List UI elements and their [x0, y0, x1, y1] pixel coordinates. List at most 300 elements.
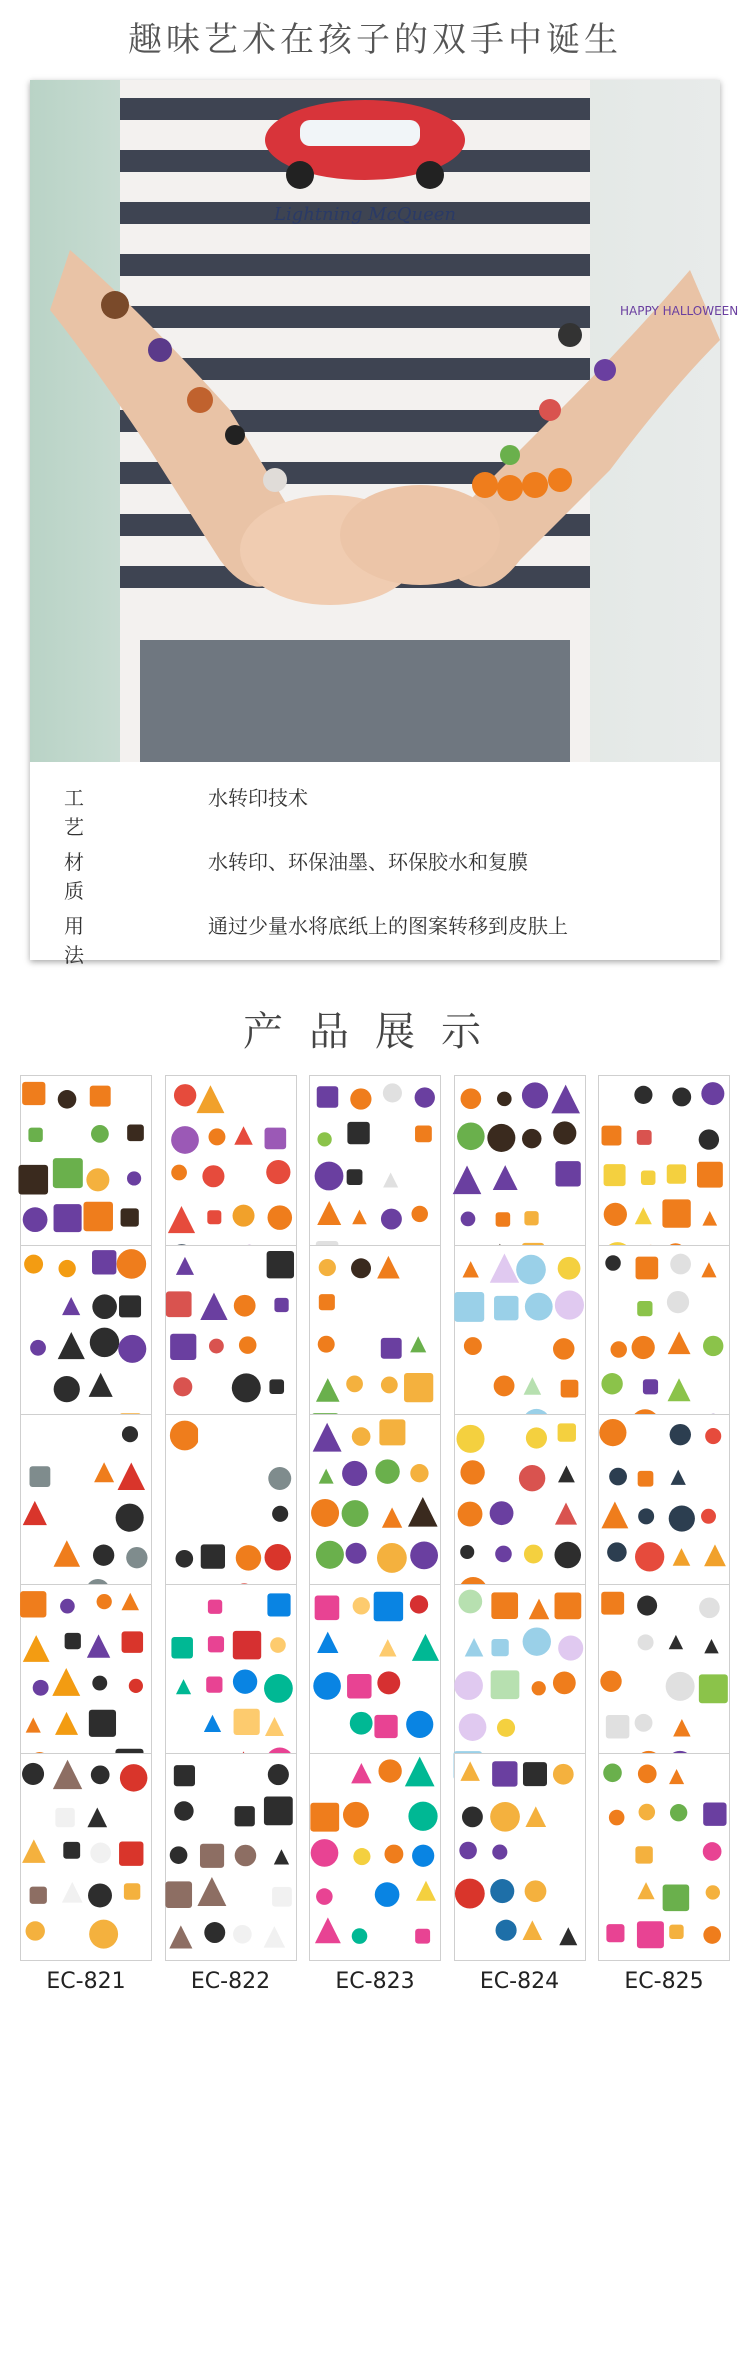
sticker-shape [353, 1848, 370, 1865]
sticker-shape [313, 1672, 341, 1700]
sticker-shape [264, 1544, 291, 1571]
sticker-shape [202, 1165, 224, 1187]
sticker-shape [343, 1802, 369, 1828]
sticker-shape [60, 1598, 75, 1613]
sticker-shape [666, 1671, 695, 1700]
sticker-shape [315, 1595, 340, 1620]
sticker-shape [528, 1598, 549, 1619]
sticker-shape [374, 1714, 397, 1737]
sticker-shape [233, 1925, 252, 1944]
sticker-shape [490, 1802, 520, 1832]
sticker-shape [457, 1502, 482, 1527]
sticker-shape [23, 1501, 47, 1525]
sticker-shape [410, 1336, 426, 1352]
sticker-shape [97, 1594, 112, 1609]
sticker-shape [415, 1929, 430, 1944]
sticker-shape [346, 1375, 363, 1392]
sticker-shape [53, 1760, 82, 1789]
sticker-shape [456, 1425, 484, 1453]
sticker-shape [384, 1845, 403, 1864]
sticker-shape [605, 1255, 621, 1271]
sticker-shape [268, 1467, 291, 1490]
sticker-shape [87, 1807, 107, 1827]
sticker-shape [637, 1921, 664, 1948]
sticker-shape [199, 1844, 223, 1868]
sticker-shape [489, 1501, 513, 1525]
sticker-shape [635, 1713, 653, 1731]
sticker-shape [522, 1920, 542, 1940]
sticker-shape [673, 1719, 690, 1736]
sticker-shape [26, 1921, 45, 1940]
sticker-shape [599, 1419, 626, 1446]
sticker-shape [267, 1593, 290, 1616]
sticker-shape [92, 1250, 116, 1274]
sticker-shape [311, 1499, 339, 1527]
sticker-shape [495, 1920, 516, 1941]
sticker-shape [525, 1427, 546, 1448]
sticker-shape [668, 1378, 691, 1401]
sticker-shape [454, 1671, 483, 1700]
sticker-shape [454, 1291, 484, 1321]
sticker-shape [672, 1088, 691, 1107]
sticker-shape [554, 1503, 576, 1525]
sticker-shape [524, 1292, 552, 1320]
sticker-shape [705, 1428, 721, 1444]
sticker-shape [637, 1130, 652, 1145]
sticker-shape [375, 1882, 400, 1907]
sticker-shape [63, 1842, 80, 1859]
sticker-shape [30, 1887, 47, 1904]
sticker-shape [200, 1544, 224, 1568]
sticker-shape [697, 1162, 723, 1188]
spec-value: 水转印技术 [208, 786, 308, 810]
sticker-shape [457, 1122, 485, 1150]
spec-value: 水转印、环保油墨、环保胶水和复膜 [208, 850, 528, 874]
sticker-shape [381, 1209, 402, 1230]
sticker-shape [643, 1379, 658, 1394]
sticker-shape [516, 1254, 546, 1284]
sticker-shape [406, 1710, 433, 1737]
sticker-shape [173, 1765, 194, 1786]
sticker-shape [171, 1636, 193, 1658]
sticker-shape [352, 1210, 367, 1225]
sticker-shape [90, 1327, 119, 1356]
sticker-shape [316, 1888, 333, 1905]
sticker-shape [351, 1258, 371, 1278]
sticker-shape [317, 1086, 339, 1108]
sticker-shape [554, 1592, 581, 1619]
sticker-shape [492, 1844, 507, 1859]
sticker-shape [119, 1841, 143, 1865]
sticker-shape [635, 1207, 652, 1224]
sticker-shape [118, 1462, 145, 1489]
product-item[interactable] [309, 1753, 441, 2003]
sticker-shape [609, 1468, 627, 1486]
sticker-shape [383, 1083, 402, 1102]
sticker-shape [52, 1667, 80, 1695]
sticker-shape [610, 1341, 626, 1357]
sticker-shape [636, 1256, 659, 1279]
sticker-shape [518, 1465, 544, 1491]
sticker-shape [464, 1637, 483, 1656]
product-item[interactable] [165, 1753, 297, 2003]
sticker-shape [410, 1541, 438, 1569]
sticker-shape [33, 1679, 49, 1695]
sticker-shape [319, 1258, 336, 1275]
sticker-shape [668, 1331, 691, 1354]
sticker-shape [347, 1673, 371, 1697]
sticker-shape [22, 1763, 44, 1785]
spec-table [30, 762, 720, 967]
sticker-shape [264, 1674, 293, 1703]
sticker-shape [669, 1634, 683, 1648]
sticker-shape [83, 1202, 112, 1231]
tattoo-sheet-art [166, 1754, 296, 1960]
sticker-shape [609, 1810, 625, 1826]
sticker-shape [207, 1636, 223, 1652]
sticker-shape [669, 1925, 683, 1939]
sticker-shape [701, 1082, 724, 1105]
sticker-shape [637, 1300, 652, 1315]
sticker-shape [83, 1422, 112, 1451]
sticker-shape [93, 1545, 114, 1566]
sticker-shape [637, 1882, 654, 1899]
sticker-shape [555, 1161, 580, 1186]
sticker-shape [703, 1802, 726, 1825]
sticker-shape [492, 1761, 517, 1786]
sticker-shape [667, 1164, 686, 1183]
product-code: EC-824 [479, 1969, 560, 1994]
sticker-shape [62, 1296, 80, 1314]
sticker-shape [234, 1845, 256, 1867]
sticker-shape [317, 1201, 341, 1225]
sticker-shape [638, 1508, 654, 1524]
sticker-shape [175, 1679, 190, 1694]
sticker-shape [667, 1290, 689, 1312]
sticker-shape [197, 1877, 226, 1906]
sticker-shape [702, 1211, 717, 1226]
sticker-shape [238, 1336, 256, 1354]
sticker-shape [167, 1206, 194, 1233]
sticker-shape [58, 1332, 85, 1359]
sticker-shape [203, 1714, 220, 1731]
sticker-shape [353, 1597, 370, 1614]
sticker-shape [601, 1501, 628, 1528]
sticker-shape [607, 1542, 627, 1562]
sticker-shape [382, 1507, 402, 1527]
sticker-shape [416, 1881, 436, 1901]
sticker-shape [673, 1548, 691, 1566]
sticker-shape [377, 1255, 400, 1278]
sticker-shape [493, 1375, 514, 1396]
spec-label: 材质 [64, 850, 118, 903]
sticker-shape [91, 1765, 110, 1784]
sticker-shape [169, 1421, 199, 1451]
sticker-shape [20, 1591, 46, 1617]
sticker-shape [495, 1212, 510, 1227]
sticker-shape [379, 1419, 405, 1445]
sticker-shape [121, 1592, 139, 1610]
sticker-shape [383, 1172, 398, 1187]
sticker-shape [531, 1681, 545, 1695]
sticker-shape [496, 1718, 514, 1736]
sticker-shape [350, 1711, 373, 1734]
sticker-shape [346, 1543, 367, 1564]
sticker-shape [560, 1379, 578, 1397]
sticker-shape [316, 1541, 344, 1569]
sticker-shape [22, 1082, 45, 1105]
sticker-shape [116, 1504, 144, 1532]
product-photo-card [30, 80, 739, 967]
sticker-shape [495, 1546, 512, 1563]
sticker-shape [119, 1295, 141, 1317]
sticker-shape [165, 1881, 192, 1908]
sticker-shape [634, 1086, 652, 1104]
sticker-shape [23, 1207, 48, 1232]
sticker-shape [635, 1846, 652, 1863]
sticker-shape [458, 1713, 486, 1741]
sticker-shape [54, 1376, 80, 1402]
sticker-shape [171, 1126, 199, 1154]
sticker-shape [316, 1378, 340, 1402]
sticker-shape [235, 1545, 260, 1570]
sticker-shape [638, 1634, 654, 1650]
sticker-shape [200, 1292, 227, 1319]
sticker-shape [92, 1294, 117, 1319]
sticker-shape [460, 1088, 481, 1109]
sticker-shape [603, 1764, 622, 1783]
sticker-shape [703, 1926, 721, 1944]
tattoo-sheet-image [165, 1753, 297, 1961]
sticker-shape [552, 1671, 575, 1694]
sticker-shape [91, 1125, 109, 1143]
sticker-shape [523, 1545, 542, 1564]
sticker-shape [234, 1806, 254, 1826]
sticker-shape [270, 1637, 286, 1653]
sticker-shape [408, 1497, 438, 1527]
product-item[interactable] [598, 1753, 730, 2003]
shirt-text: Lightning McQueen [273, 204, 457, 225]
sticker-shape [703, 1842, 722, 1861]
sticker-shape [28, 1128, 42, 1142]
spec-label: 工艺 [64, 786, 118, 839]
sticker-shape [89, 1920, 118, 1949]
sticker-shape [558, 1635, 583, 1660]
sticker-shape [273, 1849, 288, 1864]
sticker-shape [671, 1470, 686, 1485]
sticker-shape [233, 1428, 252, 1447]
sticker-shape [635, 1542, 664, 1571]
sticker-shape [523, 1377, 541, 1395]
sticker-shape [552, 1764, 573, 1785]
sticker-shape [670, 1804, 687, 1821]
sticker-shape [165, 1291, 191, 1317]
product-item[interactable] [454, 1753, 586, 2003]
product-item[interactable] [20, 1753, 152, 2003]
sticker-shape [266, 1160, 290, 1184]
sticker-shape [699, 1129, 719, 1149]
sticker-shape [490, 1879, 514, 1903]
sticker-shape [463, 1337, 481, 1355]
sticker-shape [490, 1670, 519, 1699]
sticker-shape [352, 1427, 371, 1446]
sticker-shape [496, 1092, 511, 1107]
tattoo-sheet-image [454, 1753, 586, 1961]
spec-row-usage [30, 902, 720, 967]
sticker-shape [274, 1297, 288, 1311]
sticker-shape [601, 1373, 622, 1394]
sticker-shape [405, 1757, 435, 1787]
sticker-shape [378, 1759, 401, 1782]
sticker-shape [641, 1170, 656, 1185]
sticker-shape [310, 1803, 339, 1832]
tattoo-sheet-art [455, 1754, 585, 1960]
sticker-shape [381, 1376, 398, 1393]
sticker-shape [126, 1547, 147, 1568]
sticker-shape [701, 1262, 716, 1277]
sticker-shape [30, 1466, 51, 1487]
sticker-shape [460, 1545, 474, 1559]
sticker-shape [313, 1423, 342, 1452]
tattoo-sheet-art [599, 1754, 729, 1960]
sticker-shape [558, 1466, 575, 1483]
sticker-shape [175, 1550, 193, 1568]
sticker-shape [124, 1883, 140, 1899]
sticker-shape [703, 1335, 723, 1355]
sticker-shape [604, 1203, 627, 1226]
sticker-shape [233, 1294, 255, 1316]
sticker-shape [415, 1087, 435, 1107]
sticker-shape [377, 1543, 407, 1573]
sticker-shape [522, 1762, 546, 1786]
sticker-shape [315, 1162, 344, 1191]
sticker-shape [122, 1631, 143, 1652]
sticker-shape [342, 1500, 369, 1527]
sticker-shape [404, 1373, 433, 1402]
sticker-shape [494, 1295, 518, 1319]
sticker-shape [65, 1632, 81, 1648]
sticker-shape [127, 1171, 141, 1185]
sticker-shape [412, 1633, 439, 1660]
sticker-shape [350, 1088, 371, 1109]
sticker-shape [318, 1335, 335, 1352]
sticker-shape [557, 1423, 575, 1441]
spec-label: 用法 [64, 914, 118, 967]
sticker-shape [269, 1379, 284, 1394]
sticker-shape [267, 1426, 283, 1442]
sticker-shape [120, 1764, 148, 1792]
sticker-shape [347, 1122, 369, 1144]
tattoo-sheet-image [309, 1753, 441, 1961]
sticker-shape [639, 1804, 656, 1821]
sticker-shape [208, 1338, 223, 1353]
sticker-shape [263, 1926, 285, 1948]
section-title: 产品展示 [243, 1009, 507, 1055]
sticker-shape [410, 1464, 428, 1482]
sticker-shape [377, 1671, 400, 1694]
sticker-shape [174, 1801, 193, 1820]
kid-arms-photo [30, 80, 739, 762]
sticker-shape [317, 1132, 331, 1146]
sticker-shape [311, 1839, 339, 1867]
spec-row-craft [30, 774, 720, 839]
sticker-shape [699, 1674, 728, 1703]
sticker-shape [663, 1885, 690, 1912]
tattoo-text: HAPPY HALLOWEEN [620, 304, 739, 318]
sticker-shape [169, 1925, 192, 1948]
sticker-shape [264, 1717, 283, 1736]
sticker-shape [637, 1595, 657, 1615]
sticker-shape [411, 1206, 427, 1222]
sticker-shape [701, 1509, 716, 1524]
sticker-shape [352, 1928, 368, 1944]
sticker-shape [89, 1372, 113, 1396]
sticker-shape [319, 1294, 335, 1310]
sticker-shape [522, 1129, 541, 1148]
sticker-shape [347, 1169, 363, 1185]
sticker-shape [196, 1085, 224, 1113]
product-code: EC-825 [624, 1969, 704, 1994]
sticker-shape [272, 1887, 292, 1907]
sticker-shape [553, 1338, 574, 1359]
sticker-shape [412, 1845, 434, 1867]
sticker-shape [55, 1711, 78, 1734]
sticker-shape [232, 1205, 254, 1227]
sticker-shape [173, 1377, 192, 1396]
sticker-shape [233, 1708, 259, 1734]
sticker-shape [559, 1927, 577, 1945]
sticker-shape [706, 1885, 720, 1899]
sticker-shape [375, 1459, 399, 1483]
sticker-shape [606, 1924, 624, 1942]
sticker-shape [670, 1253, 691, 1274]
sticker-shape [59, 1259, 76, 1276]
sticker-shape [669, 1769, 684, 1784]
sticker-shape [487, 1124, 515, 1152]
sticker-shape [415, 1126, 432, 1143]
sticker-shape [491, 1638, 508, 1655]
sticker-shape [54, 1540, 81, 1567]
sticker-shape [88, 1883, 112, 1907]
sticker-shape [267, 1205, 292, 1230]
sticker-shape [30, 1339, 46, 1355]
sticker-shape [410, 1595, 428, 1613]
sticker-shape [460, 1460, 484, 1484]
sticker-shape [601, 1591, 624, 1614]
sticker-shape [206, 1676, 222, 1692]
sticker-shape [24, 1254, 43, 1273]
sticker-shape [460, 1761, 479, 1780]
sticker-shape [454, 1879, 484, 1909]
sticker-shape [117, 1249, 147, 1279]
sticker-shape [171, 1165, 187, 1181]
sticker-shape [408, 1802, 437, 1831]
sticker-shape [459, 1842, 477, 1860]
sticker-shape [87, 1634, 110, 1657]
tattoo-sheet-art [21, 1754, 151, 1960]
sticker-shape [170, 1333, 196, 1359]
sticker-shape [267, 1764, 288, 1785]
sticker-shape [121, 1208, 139, 1226]
sticker-shape [554, 1290, 583, 1319]
photo-illustration [30, 80, 739, 762]
sticker-shape [342, 1461, 367, 1486]
product-code: EC-821 [46, 1969, 126, 1994]
sticker-shape [491, 1592, 518, 1619]
sticker-shape [122, 1426, 138, 1442]
sticker-shape [94, 1462, 114, 1482]
sticker-shape [118, 1334, 146, 1362]
